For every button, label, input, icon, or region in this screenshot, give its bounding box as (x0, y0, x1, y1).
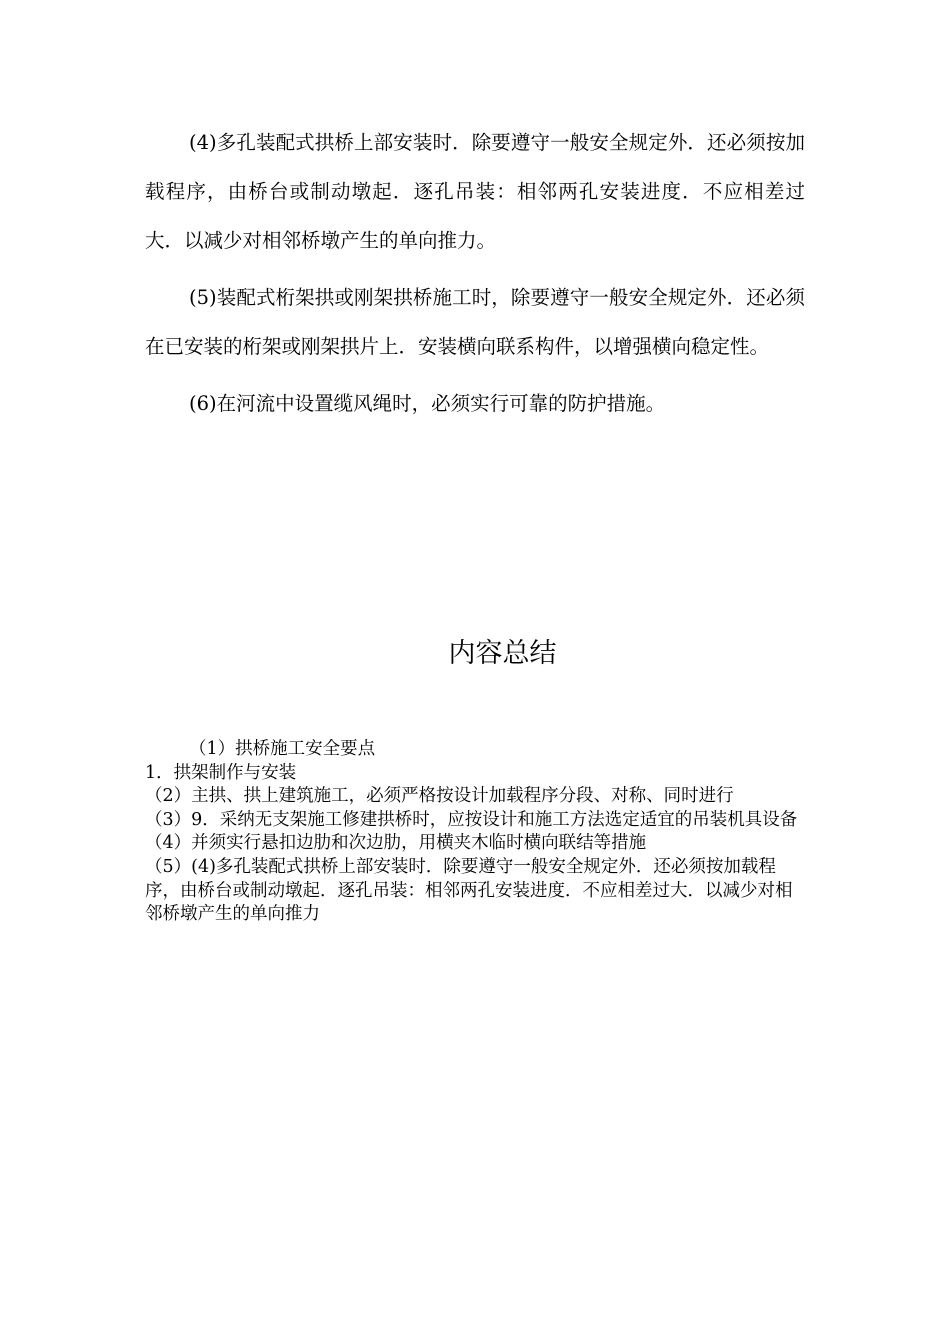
summary-line: （1）拱桥施工安全要点 (189, 739, 376, 759)
summary-line: （4）并须实行悬扣边肋和次边肋，用横夹木临时横向联结等措施 (145, 833, 647, 854)
paragraph-5: (5)装配式桁架拱或刚架拱桥施工时，除要遵守一般安全规定外．还必须在已安装的桁架或刚架拱片上．安装横向联系构件，以增强横向稳定性。 (145, 286, 805, 358)
body-text (145, 118, 805, 436)
summary-line: 1．拱架制作与安装 (145, 762, 297, 783)
summary-line: （3）9．采纳无支架施工修建拱桥时，应按设计和施工方法选定适宜的吊装机具设备 (145, 809, 798, 830)
summary-line: （2）主拱、拱上建筑施工，必须严格按设计加载程序分段、对称、同时进行 (145, 786, 734, 807)
summary-title: 内容总结 (448, 638, 557, 669)
summary-list (145, 738, 805, 927)
paragraph-6: (6)在河流中设置缆风绳时，必须实行可靠的防护措施。 (189, 392, 666, 415)
summary-line: （5）(4)多孔装配式拱桥上部安装时．除要遵守一般安全规定外．还必须按加载程序，由桥台或制动墩起．逐孔吊装：相邻两孔安装进度．不应相差过大．以减少对相邻桥墩产生的单向推力 (145, 856, 793, 925)
paragraph-4: (4)多孔装配式拱桥上部安装时．除要遵守一般安全规定外．还必须按加载程序，由桥台或制动墩起．逐孔吊装：相邻两孔安装进度．不应相差过大．以减少对相邻桥墩产生的单向推力。 (145, 131, 805, 252)
